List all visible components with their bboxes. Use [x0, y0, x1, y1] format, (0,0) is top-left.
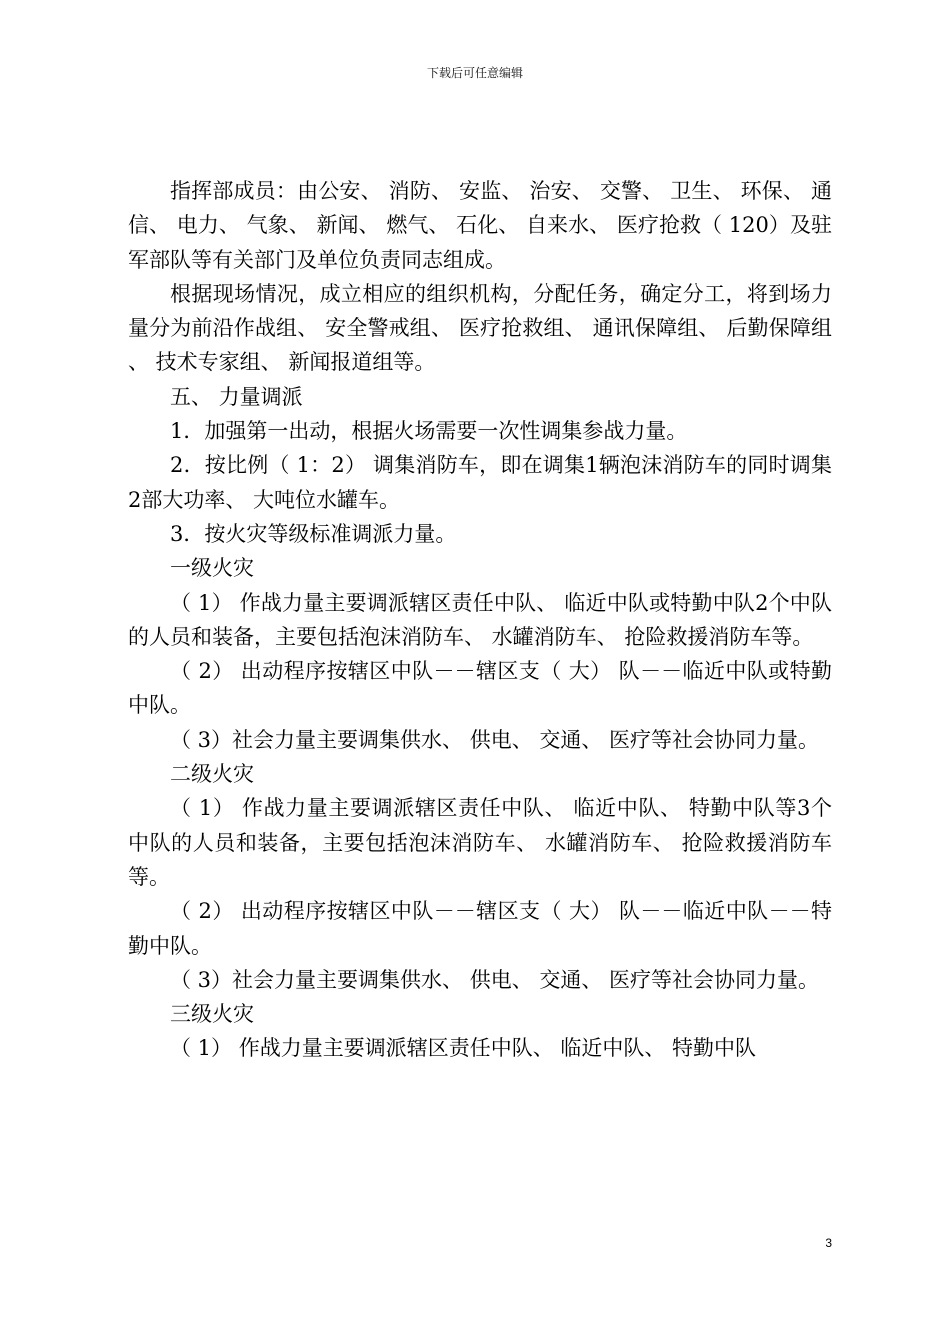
- paragraph-command-members: 指挥部成员：由公安、 消防、 安监、 治安、 交警、 卫生、 环保、 通信、 电力、 气象、 新闻、 燃气、 石化、 自来水、 医疗抢救（ 120）及驻军部队等有关部门及单位负责同志组成。: [128, 179, 832, 272]
- level-2-item-2: （ 2） 出动程序按辖区中队－－辖区支（ 大） 队－－临近中队－－特勤中队。: [128, 899, 832, 958]
- subheading-level-1-fire: 一级火灾: [170, 556, 254, 581]
- level-1-item-3: （ 3）社会力量主要调集供水、 供电、 交通、 医疗等社会协同力量。: [170, 727, 820, 752]
- level-2-item-1: （ 1） 作战力量主要调派辖区责任中队、 临近中队、 特勤中队等3个中队的人员和装备，主要包括泡沫消防车、 水罐消防车、 抢险救援消防车等。: [128, 796, 832, 889]
- document-body: [128, 174, 832, 1066]
- subheading-level-2-fire: 二级火灾: [170, 762, 254, 787]
- list-item-3: 3．按火灾等级标准调派力量。: [170, 521, 457, 546]
- page-number: 3: [825, 1236, 832, 1250]
- level-1-item-2: （ 2） 出动程序按辖区中队－－辖区支（ 大） 队－－临近中队或特勤中队。: [128, 659, 832, 718]
- subheading-level-3-fire: 三级火灾: [170, 1002, 254, 1027]
- list-item-1: 1．加强第一出动，根据火场需要一次性调集参战力量。: [170, 419, 688, 444]
- level-3-item-1: （ 1） 作战力量主要调派辖区责任中队、 临近中队、 特勤中队: [170, 1036, 757, 1061]
- section-heading-force-dispatch: 五、 力量调派: [170, 384, 303, 409]
- page-header: 下载后可任意编辑: [426, 66, 523, 80]
- list-item-2: 2．按比例（ 1：2） 调集消防车，即在调集1辆泡沫消防车的同时调集2部大功率、 大吨位水罐车。: [128, 453, 832, 512]
- level-1-item-1: （ 1） 作战力量主要调派辖区责任中队、 临近中队或特勤中队2个中队的人员和装备，主要包括泡沫消防车、 水罐消防车、 抢险救援消防车等。: [128, 590, 832, 649]
- paragraph-organization: 根据现场情况，成立相应的组织机构，分配任务，确定分工，将到场力量分为前沿作战组、 安全警戒组、 医疗抢救组、 通讯保障组、 后勤保障组、 技术专家组、 新闻报道组等。: [128, 281, 832, 375]
- level-2-item-3: （ 3）社会力量主要调集供水、 供电、 交通、 医疗等社会协同力量。: [170, 967, 820, 992]
